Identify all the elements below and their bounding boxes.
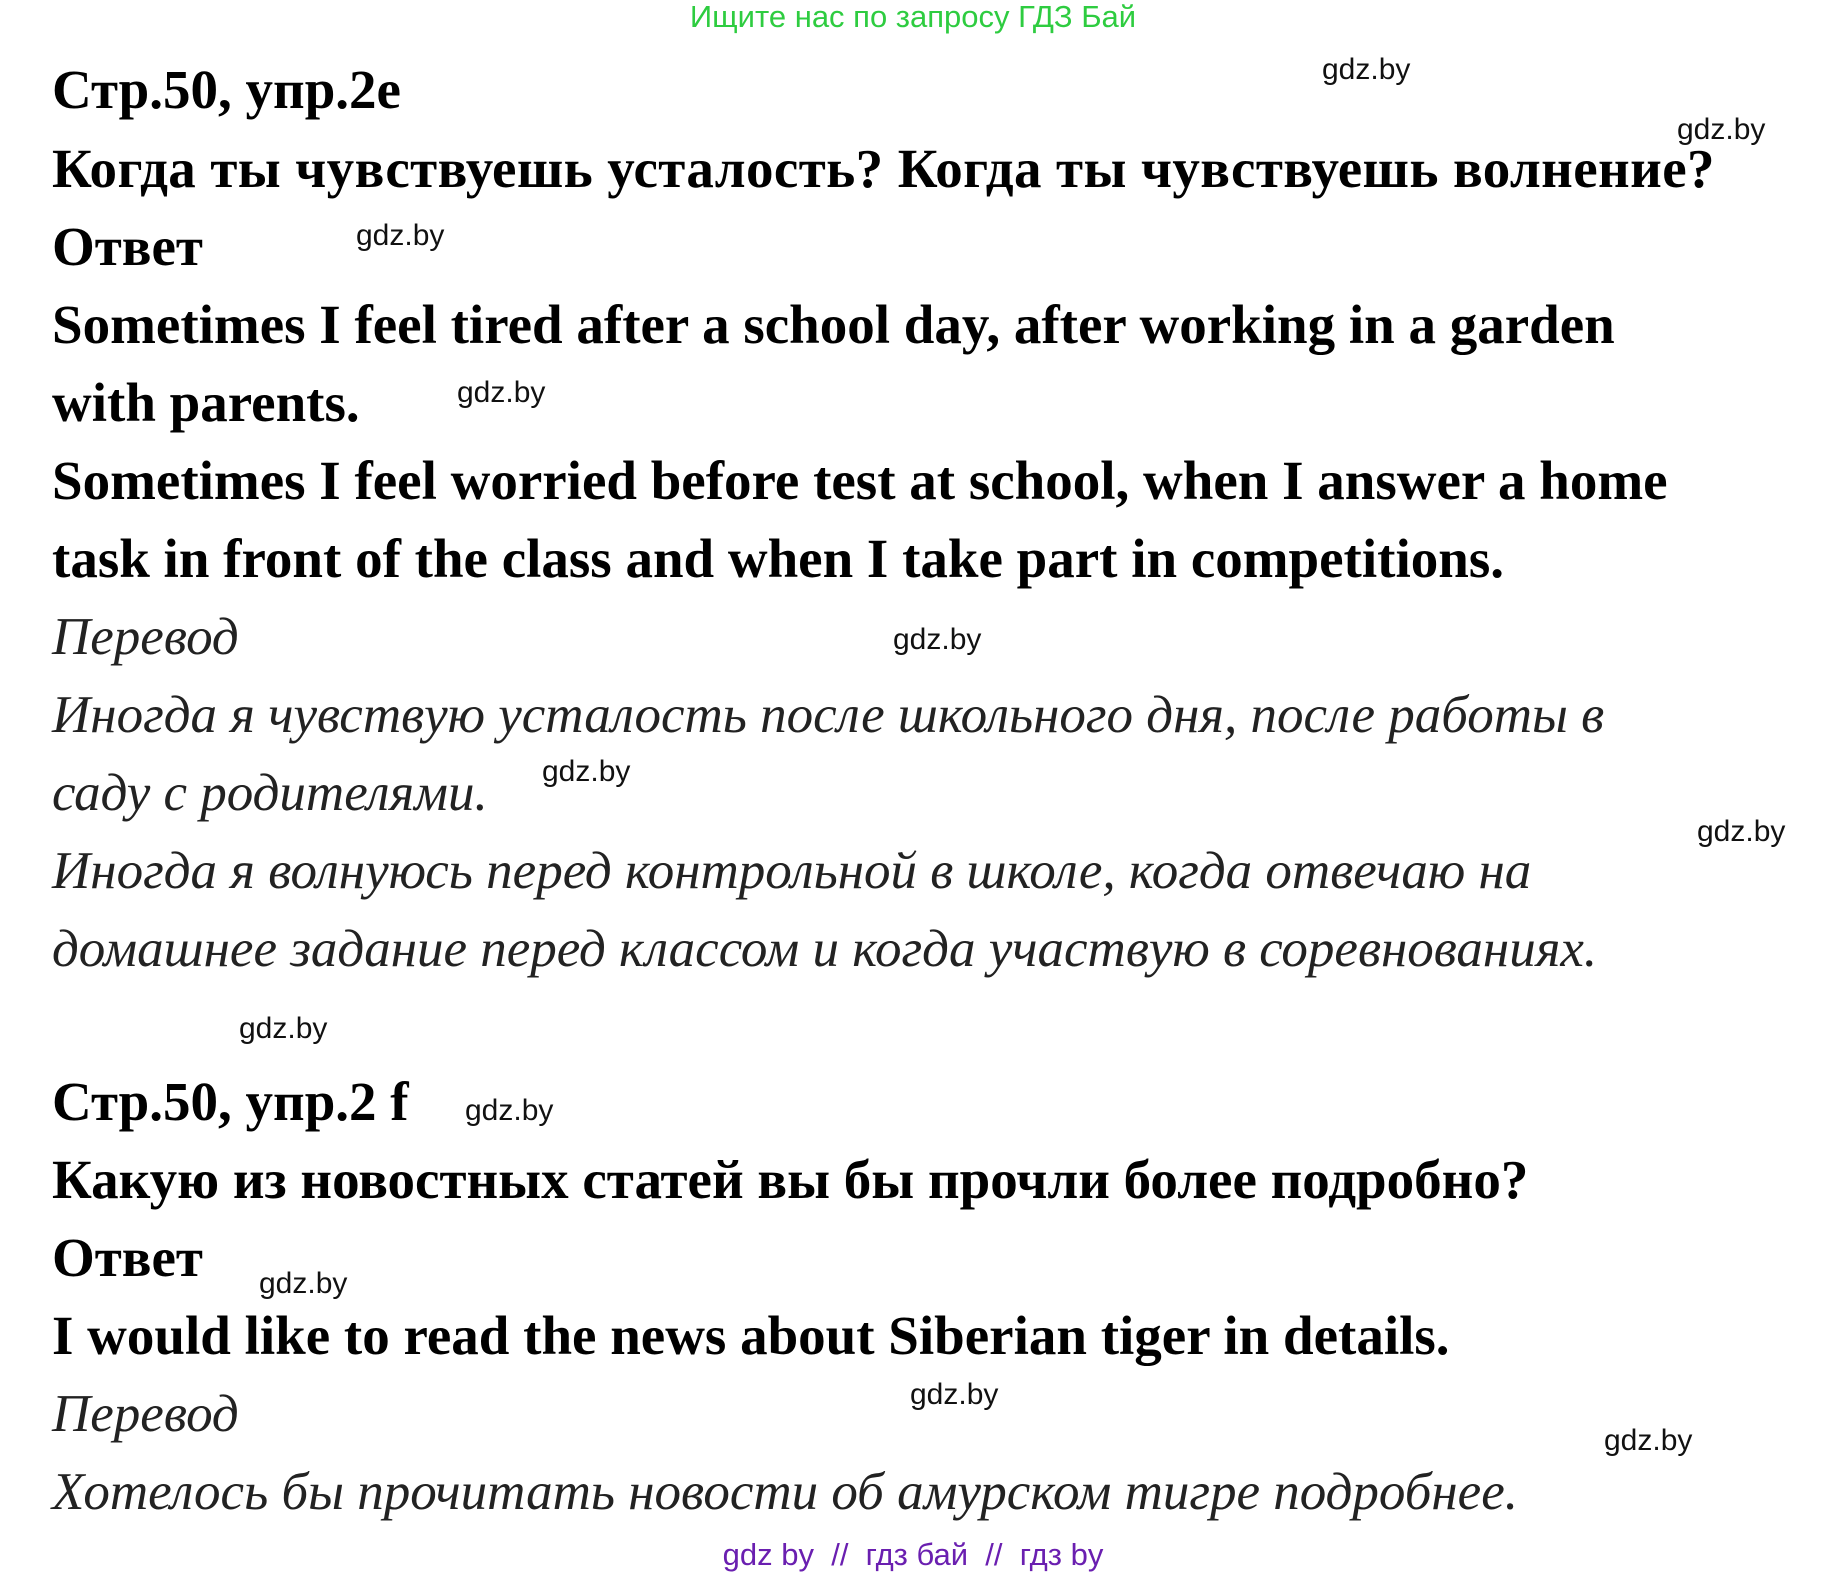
exercise-e-translation-line: саду с родителями. xyxy=(52,764,488,822)
exercise-e-answer-line: Sometimes I feel worried before test at school, when I answer a home xyxy=(52,450,1668,511)
watermark: gdz.by xyxy=(356,219,445,252)
search-banner: Ищите нас по запросу ГДЗ Бай xyxy=(689,0,1137,34)
watermark: gdz.by xyxy=(1604,1424,1693,1457)
exercise-f-answer-line: I would like to read the news about Siberian tiger in details. xyxy=(52,1305,1450,1366)
exercise-e-answer-line: with parents. xyxy=(52,372,360,433)
exercise-e-translation-line: Иногда я чувствую усталость после школьного дня, после работы в xyxy=(52,686,1605,744)
watermark: gdz.by xyxy=(893,623,982,656)
watermark: gdz.by xyxy=(1677,113,1766,146)
watermark: gdz.by xyxy=(259,1267,348,1300)
watermark: gdz.by xyxy=(542,755,631,788)
watermark: gdz.by xyxy=(1697,815,1786,848)
exercise-f-translation-label: Перевод xyxy=(52,1385,239,1443)
exercise-e-answer-line: Sometimes I feel tired after a school day, after working in a garden xyxy=(52,294,1615,355)
exercise-e-answer-label: Ответ xyxy=(52,216,203,277)
exercise-e-question: Когда ты чувствуешь усталость? Когда ты чувствуешь волнение? xyxy=(52,138,1715,199)
watermark: gdz.by xyxy=(1322,53,1411,86)
exercise-e-translation-label: Перевод xyxy=(52,608,239,666)
watermark: gdz.by xyxy=(239,1012,328,1045)
footer-links: gdz by // гдз бай // гдз by xyxy=(722,1537,1104,1572)
exercise-f-translation-line: Хотелось бы прочитать новости об амурском тигре подробнее. xyxy=(52,1463,1518,1521)
exercise-e-translation-line: домашнее задание перед классом и когда участвую в соревнованиях. xyxy=(52,920,1598,978)
watermark: gdz.by xyxy=(465,1094,554,1127)
exercise-e-answer-line: task in front of the class and when I take part in competitions. xyxy=(52,528,1504,589)
watermark: gdz.by xyxy=(910,1378,999,1411)
exercise-f-heading: Стр.50, упр.2 f xyxy=(52,1071,409,1132)
exercise-f-answer-label: Ответ xyxy=(52,1227,203,1288)
exercise-e-heading: Стр.50, упр.2е xyxy=(52,59,401,120)
watermark: gdz.by xyxy=(457,376,546,409)
exercise-e-translation-line: Иногда я волнуюсь перед контрольной в школе, когда отвечаю на xyxy=(52,842,1532,900)
exercise-f-question: Какую из новостных статей вы бы прочли более подробно? xyxy=(52,1149,1529,1210)
